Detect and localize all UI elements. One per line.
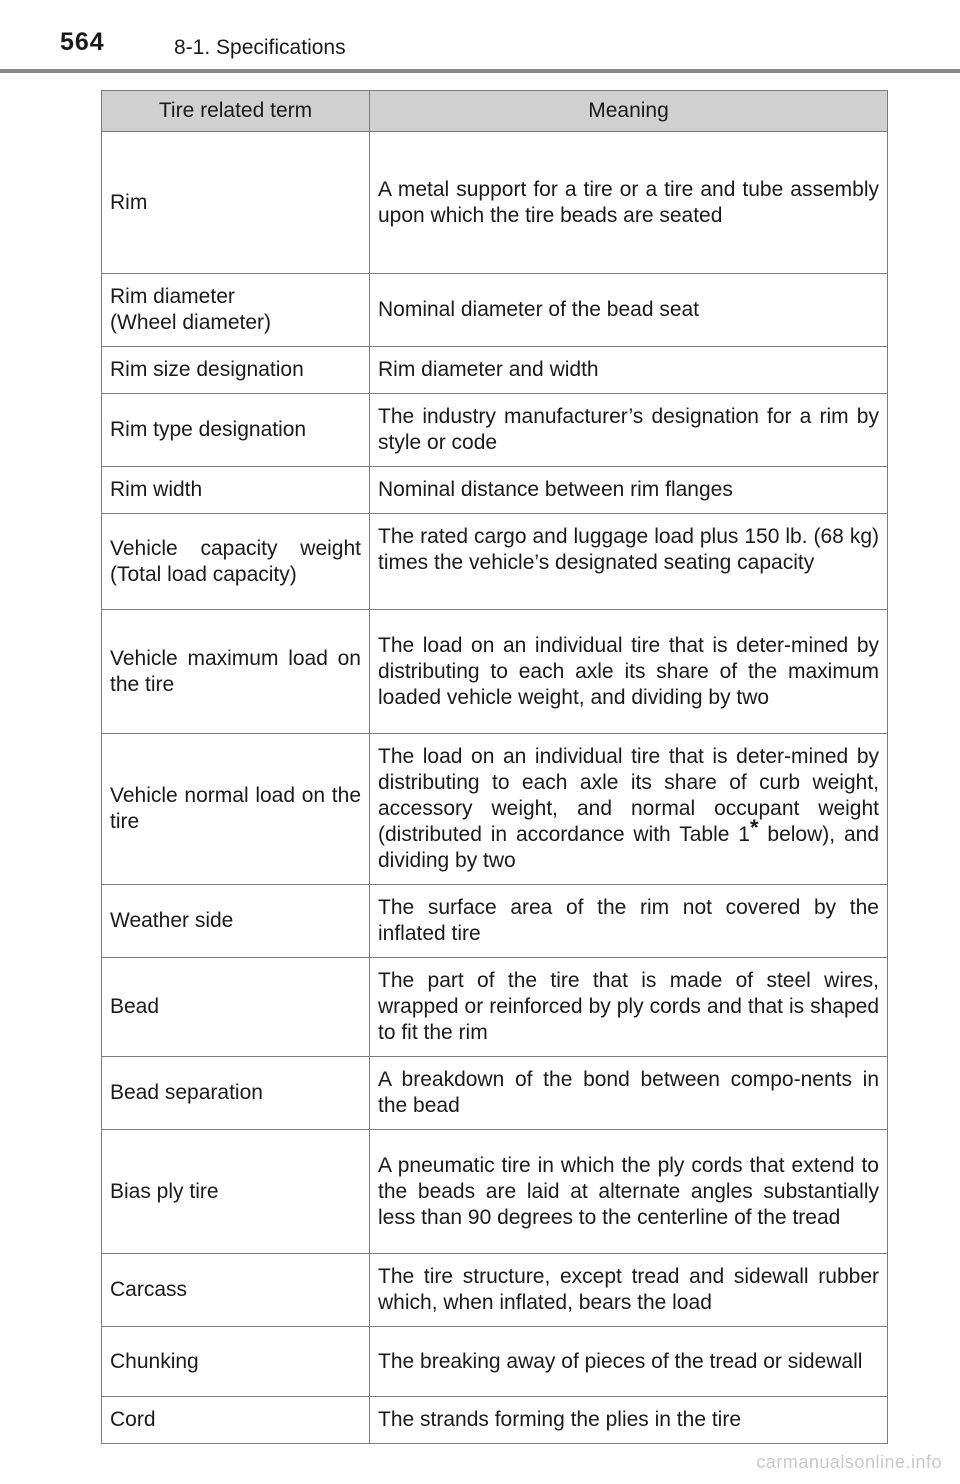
meaning-text: A pneumatic tire in which the ply cords that extend to the beads are laid at alternate angles substantially less than 90 degrees to the centerline of the tread: [378, 1153, 879, 1229]
meaning-text: The tire structure, except tread and sidewall rubber which, when inflated, bears the load: [378, 1265, 879, 1314]
meaning-text: A metal support for a tire or a tire and tube assembly upon which the tire beads are seated: [378, 177, 879, 227]
tire-terms-table: [101, 90, 888, 1444]
column-header-meaning: Meaning: [370, 91, 888, 132]
meaning-cell: [370, 1327, 888, 1397]
table-row: [102, 514, 888, 610]
page-number: 564: [60, 28, 105, 56]
term-cell: [102, 1057, 370, 1130]
table-row: [102, 734, 888, 885]
table-row: [102, 394, 888, 467]
meaning-cell: [370, 347, 888, 394]
term-text: Cord: [110, 1408, 156, 1431]
term-text: Rim size designation: [110, 358, 304, 381]
table-row: [102, 610, 888, 734]
table-row: [102, 1254, 888, 1327]
meaning-text: The load on an individual tire that is deter-mined by distributing to each axle its share of the maximum loaded vehicle weight, and dividing by two: [378, 633, 879, 709]
meaning-text: The surface area of the rim not covered by the inflated tire: [378, 896, 879, 945]
term-text: Vehicle normal load on the tire: [110, 784, 361, 833]
meaning-cell: [370, 1057, 888, 1130]
table-header-row: [102, 91, 888, 132]
term-cell: [102, 958, 370, 1057]
term-cell: [102, 514, 370, 610]
site-watermark: carmanualsonline.info: [756, 1452, 942, 1472]
meaning-cell: [370, 132, 888, 274]
column-header-term: Tire related term: [102, 91, 370, 132]
table-row: [102, 1130, 888, 1254]
table-row: [102, 1327, 888, 1397]
meaning-text: The rated cargo and luggage load plus 150 lb. (68 kg) times the vehicle’s designated seating capacity: [378, 525, 879, 574]
section-title: 8-1. Specifications: [174, 36, 346, 59]
term-cell: [102, 885, 370, 958]
footnote-asterisk: *: [749, 815, 759, 840]
meaning-text: Nominal distance between rim flanges: [378, 478, 733, 501]
page-header: [0, 0, 960, 74]
term-cell: [102, 467, 370, 514]
term-text: Chunking: [110, 1349, 199, 1373]
term-cell: [102, 1130, 370, 1254]
term-cell: [102, 734, 370, 885]
meaning-text: Rim diameter and width: [378, 358, 599, 381]
meaning-text: The strands forming the plies in the tire: [378, 1408, 742, 1431]
term-text: Vehicle maximum load on the tire: [110, 646, 361, 696]
term-text: Rim diameter (Wheel diameter): [110, 285, 272, 334]
meaning-cell: [370, 394, 888, 467]
meaning-text: The breaking away of pieces of the tread or sidewall: [378, 1349, 863, 1373]
table-row: [102, 467, 888, 514]
meaning-cell: [370, 885, 888, 958]
table-row: [102, 1397, 888, 1444]
table-row: [102, 132, 888, 274]
meaning-cell: [370, 274, 888, 347]
term-text: Bead separation: [110, 1081, 263, 1104]
term-cell: [102, 394, 370, 467]
meaning-text: A breakdown of the bond between compo-nents in the bead: [378, 1068, 879, 1117]
meaning-text: The industry manufacturer’s designation for a rim by style or code: [378, 405, 879, 454]
term-text: Rim: [110, 190, 148, 214]
term-cell: [102, 1327, 370, 1397]
term-text: Rim width: [110, 478, 203, 501]
term-text: Vehicle capacity weight (Total load capacity): [110, 536, 361, 586]
term-text: Rim type designation: [110, 418, 307, 441]
term-cell: [102, 610, 370, 734]
meaning-cell: [370, 958, 888, 1057]
term-cell: [102, 1397, 370, 1444]
table-row: [102, 958, 888, 1057]
meaning-cell: [370, 514, 888, 610]
term-text: Weather side: [110, 909, 234, 932]
table-row: [102, 1057, 888, 1130]
header-divider: [0, 69, 960, 73]
term-cell: [102, 1254, 370, 1327]
meaning-cell: [370, 1397, 888, 1444]
meaning-text: The load on an individual tire that is deter-mined by distributing to each axle its share of curb weight, accessory weight, and normal occupant weight (distributed in accordance with Table 1: [378, 745, 879, 846]
term-cell: [102, 132, 370, 274]
meaning-cell: [370, 734, 888, 885]
term-cell: [102, 347, 370, 394]
term-text: Bias ply tire: [110, 1179, 219, 1203]
meaning-text: Nominal diameter of the bead seat: [378, 298, 700, 321]
meaning-cell: [370, 1254, 888, 1327]
table-row: [102, 274, 888, 347]
term-text: Bead: [110, 995, 160, 1018]
table-row: [102, 885, 888, 958]
meaning-text: The part of the tire that is made of steel wires, wrapped or reinforced by ply cords and that is shaped to fit the rim: [378, 969, 879, 1044]
meaning-cell: [370, 467, 888, 514]
table-row: [102, 347, 888, 394]
meaning-cell: [370, 610, 888, 734]
meaning-cell: [370, 1130, 888, 1254]
meaning-text-continued: below), and dividing by two: [378, 823, 879, 872]
term-cell: [102, 274, 370, 347]
term-text: Carcass: [110, 1278, 188, 1301]
